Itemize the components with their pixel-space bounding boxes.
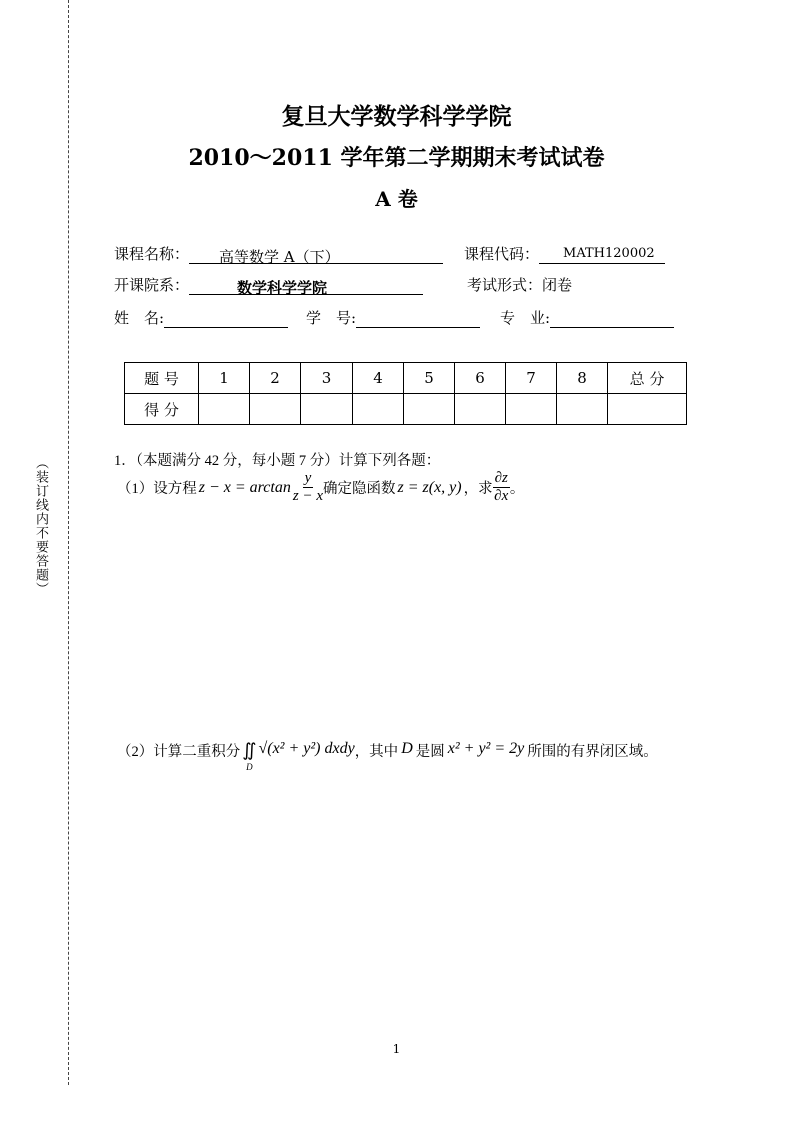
score-row-label: 得 分 [125, 394, 199, 425]
score-cell[interactable] [608, 394, 687, 425]
header-cell: 1 [199, 363, 250, 394]
derivative-numerator: ∂z [494, 470, 508, 486]
derivative-denominator: ∂x [494, 488, 509, 504]
dept-label: 开课院系： [114, 276, 190, 294]
course-name-value: 高等数学 A（下） [219, 248, 340, 266]
p1-fraction [293, 470, 323, 505]
table-header-row [125, 363, 687, 394]
header-cell: 3 [301, 363, 353, 394]
course-code-label: 课程代码： [464, 245, 540, 263]
course-code-value: MATH120002 [563, 246, 655, 261]
circle-equation: x² + y² = 2y [447, 740, 525, 757]
dept-value: 数学科学学院 [237, 279, 328, 297]
score-cell[interactable] [455, 394, 506, 425]
double-integral [242, 740, 256, 774]
integrand: √(x² + y²) dxdy [258, 740, 355, 757]
p2-text-b: ，其中 [354, 744, 399, 760]
score-cell[interactable] [250, 394, 301, 425]
score-row [125, 394, 687, 425]
p2-text-d: 所围的有界闭区域。 [527, 744, 658, 760]
major-label: 专 业: [500, 309, 551, 327]
question-1-part-1 [117, 470, 524, 505]
student-id-label: 学 号: [306, 309, 357, 327]
header-cell: 4 [353, 363, 404, 394]
header-cell: 2 [250, 363, 301, 394]
paper-version: A 卷 [375, 187, 418, 211]
score-cell[interactable] [404, 394, 455, 425]
header-cell: 6 [455, 363, 506, 394]
score-cell[interactable] [199, 394, 250, 425]
p1-numerator: y [304, 470, 312, 486]
exam-form-row [467, 274, 572, 295]
dept-row [114, 274, 423, 295]
school-title: 复旦大学数学科学学院 [281, 103, 512, 130]
header-cell: 8 [557, 363, 608, 394]
p1-equation: z − x = arctan [198, 478, 291, 496]
dept-field [189, 277, 423, 295]
course-code-row [464, 243, 665, 264]
score-cell[interactable] [506, 394, 557, 425]
course-code-field [539, 246, 665, 264]
p1-derivative [493, 470, 510, 505]
name-row [114, 307, 288, 328]
name-field[interactable] [164, 310, 288, 328]
header-cell: 题 号 [125, 363, 199, 394]
question-1-heading: 1．（本题满分 42 分，每小题 7 分）计算下列各题： [114, 453, 441, 469]
score-cell[interactable] [301, 394, 353, 425]
student-id-row [306, 307, 480, 328]
binding-note: （装订线内不要答题） [33, 456, 48, 596]
course-name-row [114, 243, 443, 264]
score-table [124, 362, 687, 425]
header-cell: 7 [506, 363, 557, 394]
exam-form-label: 考试形式： [467, 276, 543, 294]
p1-text: （1）设方程 [117, 481, 197, 497]
course-name-label: 课程名称： [114, 245, 190, 263]
integral-sign: ∬ [242, 740, 257, 760]
p2-text: （2）计算二重积分 [117, 744, 241, 760]
header-cell: 5 [404, 363, 455, 394]
name-label: 姓 名: [114, 309, 165, 327]
score-cell[interactable] [353, 394, 404, 425]
student-id-field[interactable] [356, 310, 480, 328]
region-D: D [401, 740, 413, 757]
p1-end: 。 [509, 481, 525, 497]
question-1-part-2 [117, 740, 658, 774]
score-cell[interactable] [557, 394, 608, 425]
exam-form-value: 闭卷 [542, 276, 573, 294]
integral-domain: D [246, 762, 253, 772]
p1-text-b: 确定隐函数 [322, 481, 396, 497]
p1-text-c: ，求 [463, 481, 493, 497]
p1-implicit-function: z = z(x, y) [397, 478, 462, 496]
course-name-field [189, 246, 443, 264]
major-field[interactable] [550, 310, 674, 328]
page-number: 1 [392, 1042, 401, 1056]
header-cell: 总 分 [608, 363, 687, 394]
p2-text-c: 是圆 [415, 744, 445, 760]
p1-denominator: z − x [292, 488, 323, 504]
major-row [500, 307, 674, 328]
exam-title: 2010～2011 学年第二学期期末考试试卷 [188, 145, 605, 171]
